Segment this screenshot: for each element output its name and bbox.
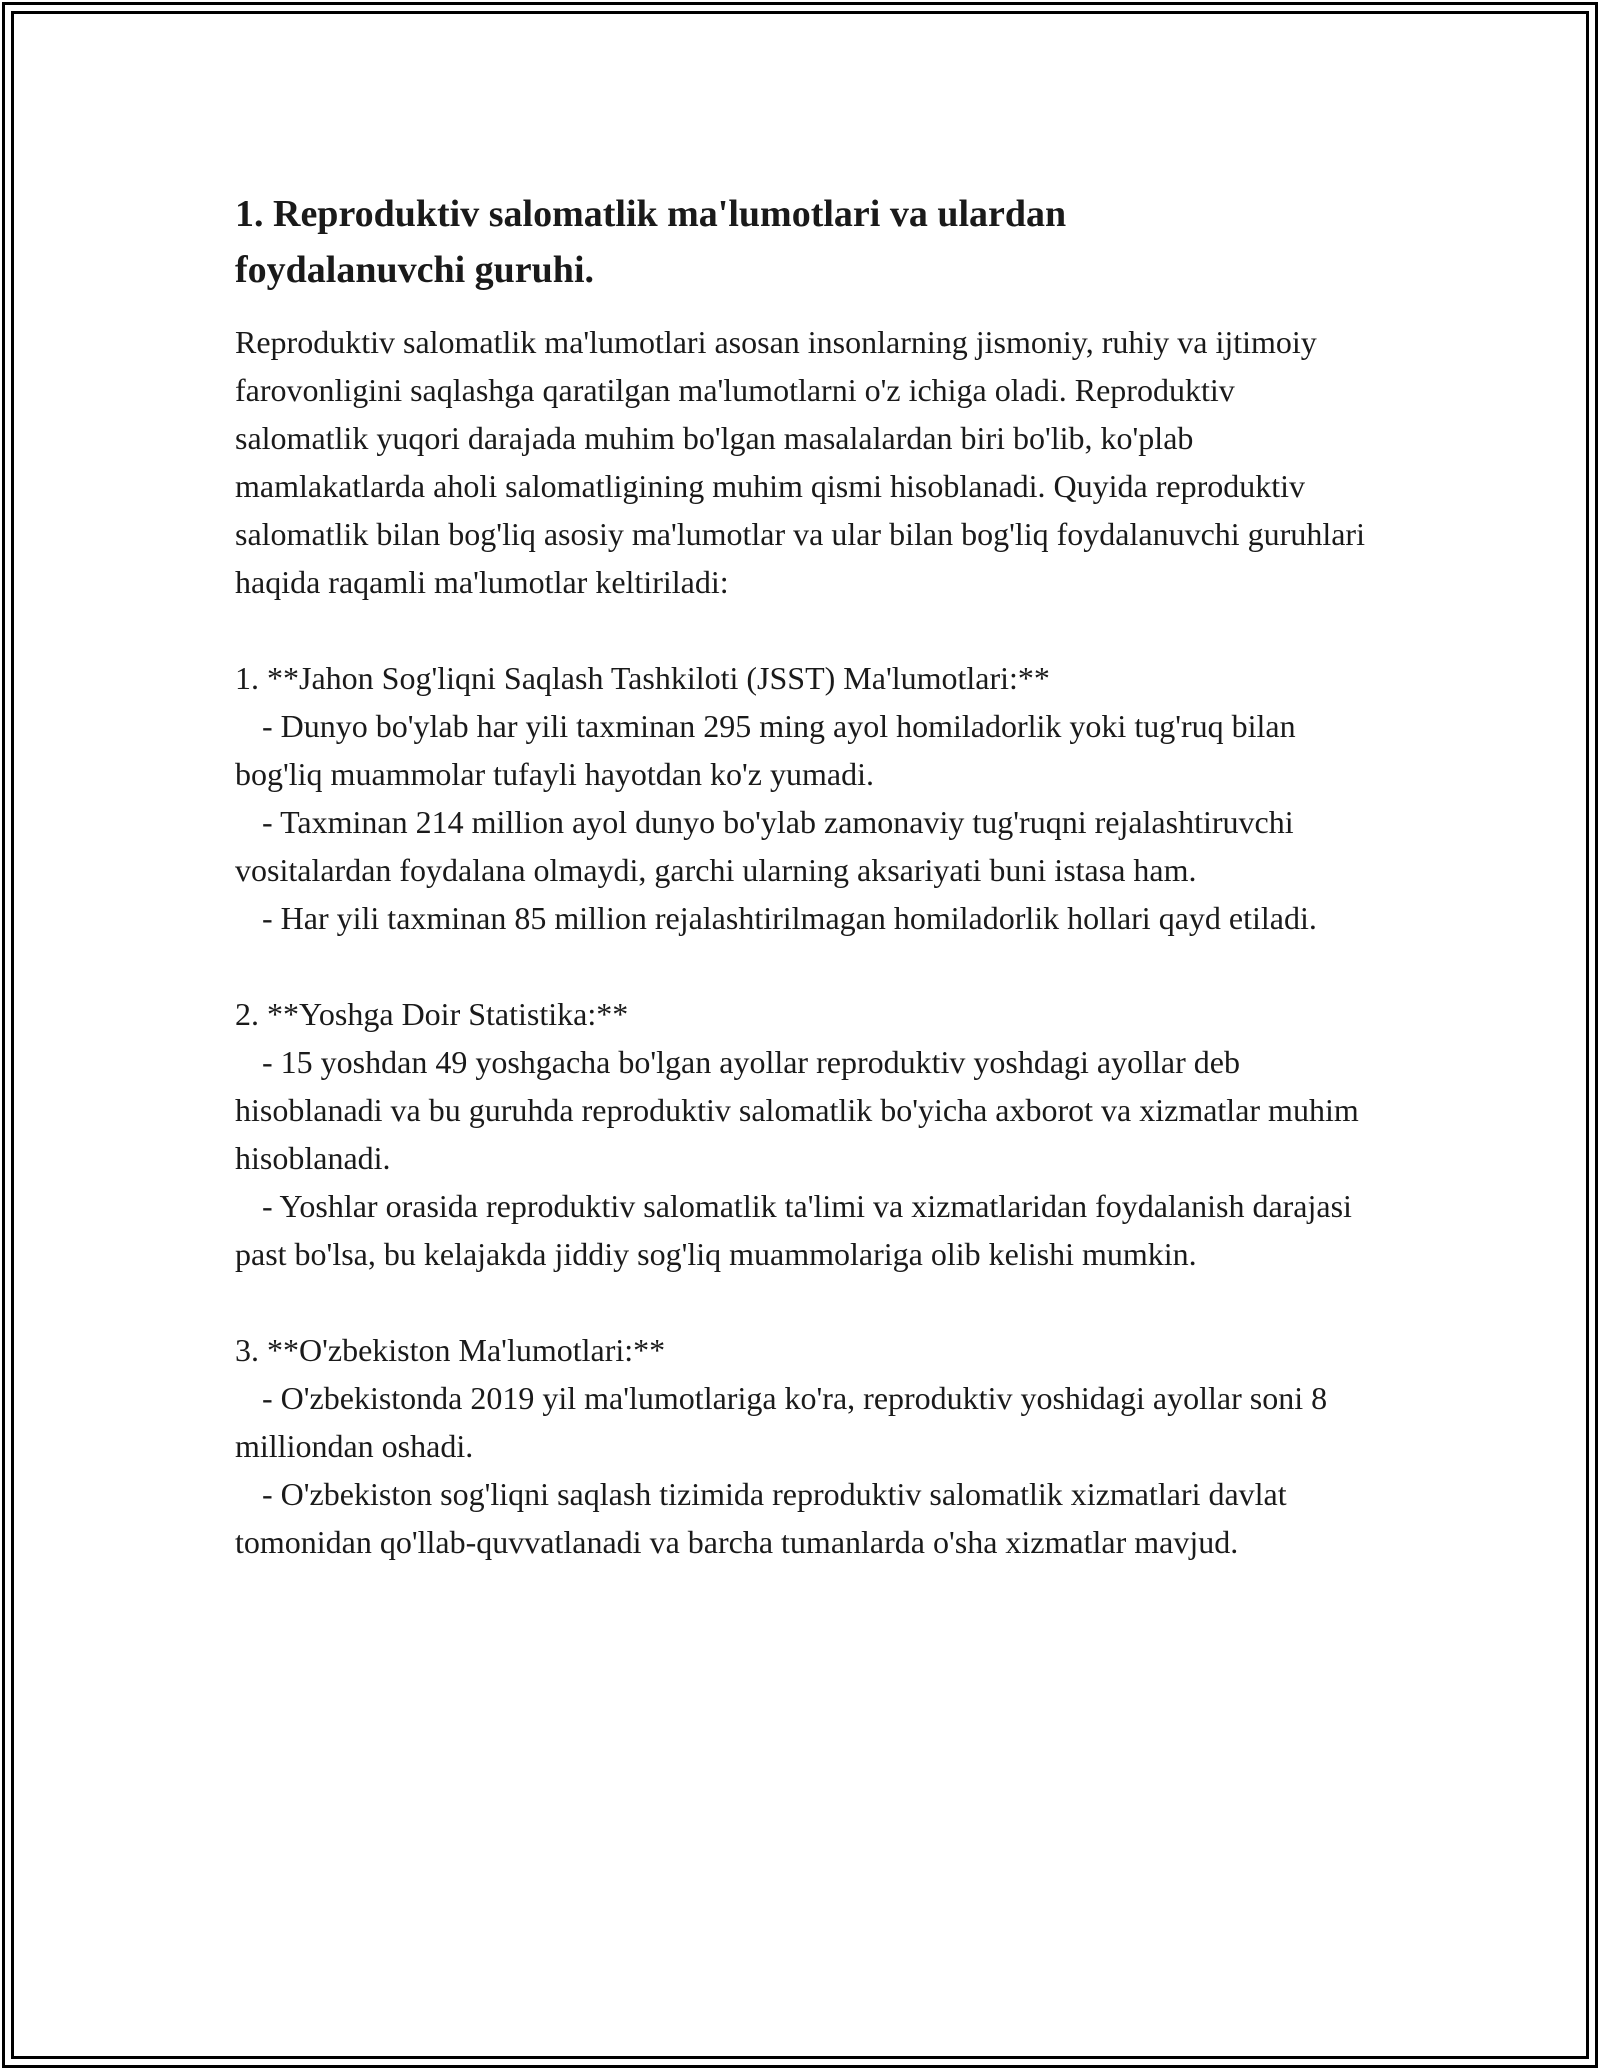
- bullet-item: - O'zbekistonda 2019 yil ma'lumotlariga ko'ra, reproduktiv yoshidagi ayollar soni 8 milliondan oshadi.: [235, 1380, 1328, 1464]
- bullet-item: - Yoshlar orasida reproduktiv salomatlik ta'limi va xizmatlaridan foydalanish darajasi past bo'lsa, bu kelajakda jiddiy sog'liq muammolariga olib kelishi mumkin.: [235, 1188, 1352, 1272]
- section-heading: 1. **Jahon Sog'liqni Saqlash Tashkiloti (JSST) Ma'lumotlari:**: [235, 660, 1050, 696]
- document-body: [235, 186, 1375, 1566]
- section-heading: 3. **O'zbekiston Ma'lumotlari:**: [235, 1332, 666, 1368]
- bullet-item: - Taxminan 214 million ayol dunyo bo'ylab zamonaviy tug'ruqni rejalashtiruvchi vositalardan foydalana olmaydi, garchi ularning aksariyati buni istasa ham.: [235, 804, 1294, 888]
- section-age-statistics: [235, 990, 1375, 1278]
- bullet-item: - O'zbekiston sog'liqni saqlash tizimida reproduktiv salomatlik xizmatlari davlat tomonidan qo'llab-quvvatlanadi va barcha tumanlarda o'sha xizmatlar mavjud.: [235, 1476, 1287, 1560]
- section-heading: 2. **Yoshga Doir Statistika:**: [235, 996, 629, 1032]
- bullet-item: - 15 yoshdan 49 yoshgacha bo'lgan ayollar reproduktiv yoshdagi ayollar deb hisoblanadi va bu guruhda reproduktiv salomatlik bo'yicha axborot va xizmatlar muhim hisoblanadi.: [235, 1044, 1359, 1176]
- intro-paragraph: Reproduktiv salomatlik ma'lumotlari asosan insonlarning jismoniy, ruhiy va ijtimoiy farovonligini saqlashga qaratilgan ma'lumotlarni o'z ichiga oladi. Reproduktiv salomatlik yuqori darajada muhim bo'lgan masalalardan biri bo'lib, ko'plab mamlakatlarda aholi salomatligining muhim qismi hisoblanadi. Quyida reproduktiv salomatlik bilan bog'liq asosiy ma'lumotlar va ular bilan bog'liq foydalanuvchi guruhlari haqida raqamli ma'lumotlar keltiriladi:: [235, 324, 1365, 600]
- bullet-item: - Har yili taxminan 85 million rejalashtirilmagan homiladorlik hollari qayd etiladi.: [262, 900, 1317, 936]
- document-title: 1. Reproduktiv salomatlik ma'lumotlari va ulardan foydalanuvchi guruhi.: [235, 193, 1067, 291]
- section-uzbekistan: [235, 1326, 1375, 1566]
- bullet-item: - Dunyo bo'ylab har yili taxminan 295 ming ayol homiladorlik yoki tug'ruq bilan bog'liq muammolar tufayli hayotdan ko'z yumadi.: [235, 708, 1296, 792]
- section-jsst: [235, 654, 1375, 942]
